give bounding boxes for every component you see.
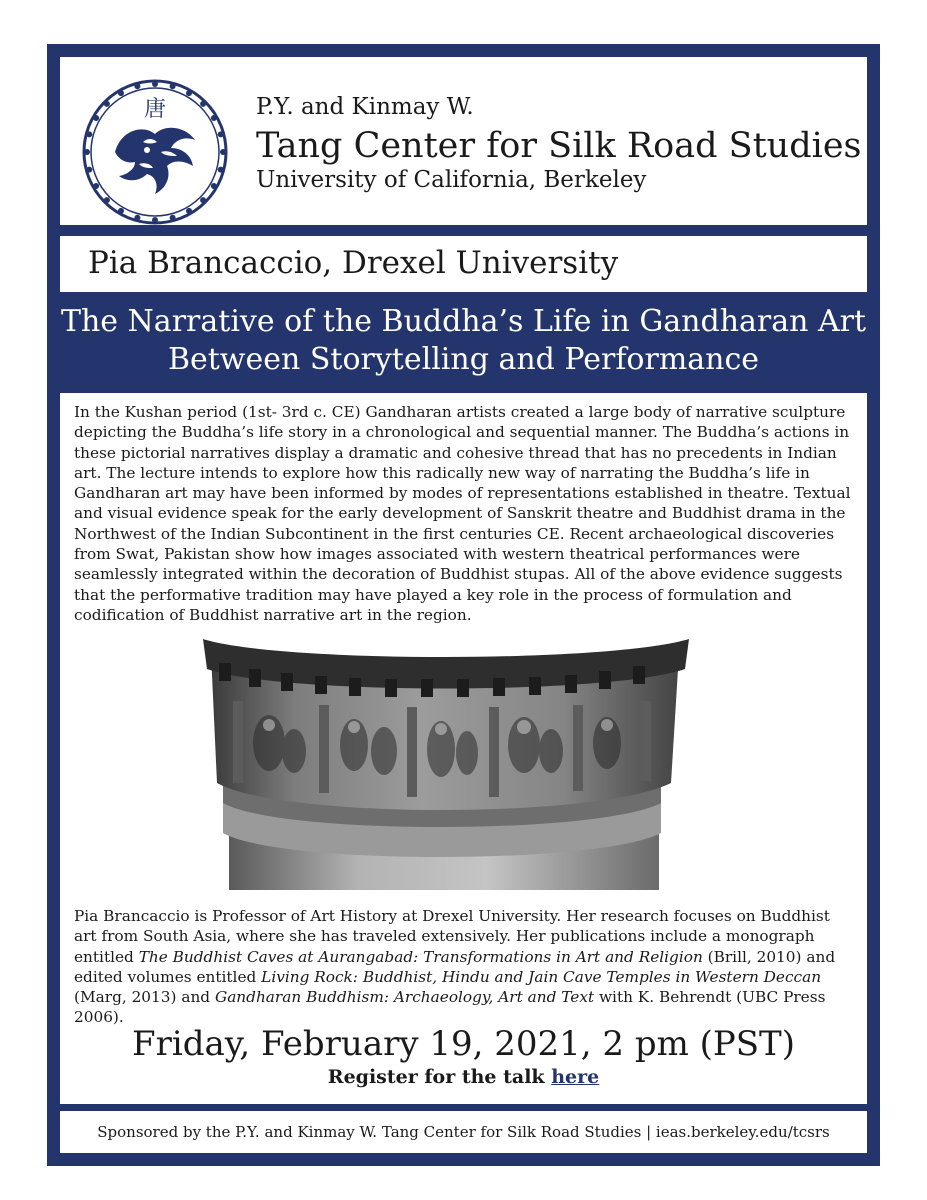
talk-title-line-2: Between Storytelling and Performance <box>167 342 760 377</box>
bio-text-3: (Marg, 2013) and <box>74 988 215 1007</box>
sponsor-footer: Sponsored by the P.Y. and Kinmay W. Tang Center for Silk Road Studies | ieas.berkeley.edu/tcsrs <box>97 1123 830 1141</box>
register-line <box>47 1064 880 1090</box>
register-text: Register for the talk <box>327 1066 552 1088</box>
logo-character: 唐 <box>143 97 167 122</box>
speaker-name: Pia Brancaccio, Drexel University <box>88 245 619 281</box>
tang-center-logo-icon <box>81 78 229 226</box>
abstract-text: In the Kushan period (1st- 3rd c. CE) Gandharan artists created a large body of narrative sculpture depicting the Buddha’s life story in a chronological and sequential manner. The Buddha’s actions in these pictorial narratives display a dramatic and cohesive thread that has no precedents in Indian art. The lecture intends to explore how this radically new way of narrating the Buddha’s life in Gandharan art may have been informed by modes of representations established in theatre. Textual and visual evidence speak for the early development of Sanskrit theatre and Buddhist drama in the Northwest of the Indian Subcontinent in the first centuries CE. Recent archaeological discoveries from Swat, Pakistan show how images associated with western theatrical performances were seamlessly integrated within the decoration of Buddhist stupas. All of the above evidence suggests that the performative tradition may have played a key role in the process of formulation and codification of Buddhist narrative art in the region. <box>74 403 851 624</box>
event-date: Friday, February 19, 2021, 2 pm (PST) <box>131 1024 796 1064</box>
register-link[interactable]: here <box>551 1066 600 1088</box>
center-name: Tang Center for Silk Road Studies <box>256 126 862 166</box>
university-name: University of California, Berkeley <box>256 167 647 193</box>
bio-book-title-1: The Buddhist Caves at Aurangabad: Transformations in Art and Religion <box>138 947 703 966</box>
bio-text-2: (Brill, 2010) and edited volumes entitled <box>74 947 836 986</box>
center-name-prefix: P.Y. and Kinmay W. <box>256 94 474 120</box>
bio-text-4: with K. Behrendt (UBC Press 2006). <box>74 988 826 1027</box>
speaker-bio <box>74 906 856 1028</box>
talk-title-line-1: The Narrative of the Buddha’s Life in Gandharan Art <box>60 304 867 339</box>
bio-text-1: Pia Brancaccio is Professor of Art History at Drexel University. Her research focuses on Buddhist art from South Asia, where she has traveled extensively. Her publications include a monograph entitled <box>74 907 830 966</box>
bio-book-title-2: Living Rock: Buddhist, Hindu and Jain Cave Temples in Western Deccan <box>261 967 822 986</box>
stupa-drum-relief-photo <box>189 633 696 890</box>
bio-book-title-3: Gandharan Buddhism: Archaeology, Art and Text <box>214 988 595 1007</box>
